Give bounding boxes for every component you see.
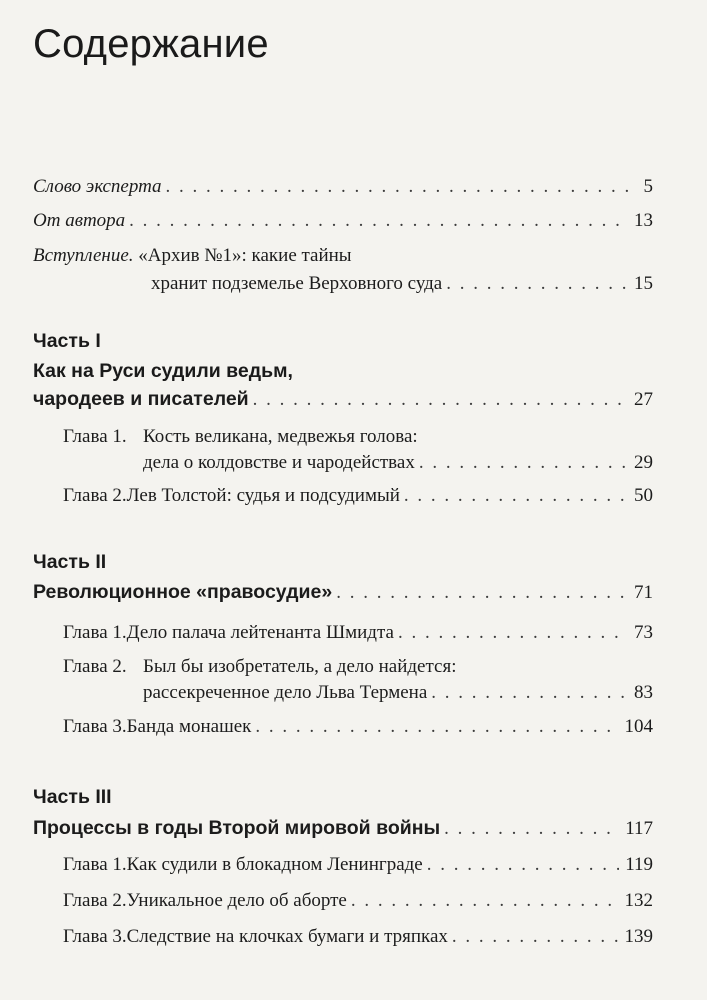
toc-entry-part-2[interactable] — [33, 581, 653, 604]
chapter-prefix: Глава 2. — [63, 656, 127, 677]
chapter-title-line1: Следствие на клочках бумаги и тряпках — [126, 926, 448, 947]
page-number: 104 — [624, 716, 653, 737]
toc-entry-part2-ch3[interactable] — [63, 716, 653, 738]
toc-entry-expert-word[interactable] — [33, 176, 653, 198]
entry-label: Слово эксперта — [33, 176, 162, 197]
chapter-prefix: Глава 2. — [63, 485, 127, 506]
toc-entry-part3-ch1[interactable] — [63, 854, 653, 876]
chapter-title-line1: Дело палача лейтенанта Шмидта — [126, 622, 394, 643]
part-1-label: Часть I — [33, 330, 101, 352]
part-1-title-line2: чародеев и писателей — [33, 388, 249, 410]
dot-leader — [351, 890, 619, 912]
chapter-title-line1: Был бы изобретатель, а дело найдется: — [143, 656, 457, 677]
chapter-title-line1: Уникальное дело об аборте — [126, 890, 347, 911]
page-number: 119 — [625, 854, 653, 875]
dot-leader — [166, 176, 638, 198]
page-number: 15 — [634, 273, 653, 294]
dot-leader — [444, 818, 619, 840]
chapter-prefix: Глава 2. — [63, 890, 127, 911]
toc-entry-part2-ch2-line2[interactable] — [143, 682, 653, 704]
dot-leader — [129, 210, 628, 232]
part-2-title-line1: Революционное «правосудие» — [33, 581, 333, 603]
chapter-prefix: Глава 1. — [63, 622, 127, 643]
chapter-prefix: Глава 3. — [63, 716, 127, 737]
page-number: 29 — [634, 452, 653, 473]
toc-entry-part2-ch2-line1[interactable] — [63, 656, 456, 678]
part-1-title-line1[interactable]: Как на Руси судили ведьм, — [33, 360, 293, 382]
chapter-title-line1: Кость великана, медвежья голова: — [143, 426, 418, 447]
dot-leader — [427, 854, 619, 876]
toc-entry-part3-ch2[interactable] — [63, 890, 653, 912]
dot-leader — [404, 485, 628, 507]
dot-leader — [336, 582, 628, 604]
page-number: 71 — [634, 582, 653, 603]
dot-leader — [446, 273, 628, 295]
toc-entry-intro-line2[interactable] — [151, 273, 653, 295]
intro-prefix: Вступление. — [33, 245, 134, 266]
page-number: 13 — [634, 210, 653, 231]
toc-entry-part-3[interactable] — [33, 817, 653, 840]
part-3-title-line1: Процессы в годы Второй мировой войны — [33, 817, 441, 839]
toc-entry-part-1[interactable] — [33, 388, 653, 411]
dot-leader — [452, 926, 619, 948]
chapter-title-line2: рассекреченное дело Льва Термена — [143, 682, 428, 703]
page-number: 5 — [643, 176, 653, 197]
toc-entry-intro-line1[interactable] — [33, 245, 352, 267]
dot-leader — [253, 389, 628, 411]
toc-entry-part1-ch2[interactable] — [63, 485, 653, 507]
chapter-title-line1: Банда монашек — [126, 716, 252, 737]
dot-leader — [255, 716, 618, 738]
chapter-prefix: Глава 3. — [63, 926, 127, 947]
entry-label: От автора — [33, 210, 126, 231]
page-number: 27 — [634, 389, 653, 410]
toc-entry-part3-ch3[interactable] — [63, 926, 653, 948]
toc-entry-from-author[interactable] — [33, 210, 653, 232]
intro-title-line2: хранит подземелье Верховного суда — [151, 273, 443, 294]
page-number: 83 — [634, 682, 653, 703]
page-number: 132 — [624, 890, 653, 911]
dot-leader — [431, 682, 628, 704]
toc-entry-part1-ch1-line2[interactable] — [143, 452, 653, 474]
chapter-prefix: Глава 1. — [63, 426, 127, 447]
page-number: 73 — [634, 622, 653, 643]
part-3-label: Часть III — [33, 786, 112, 808]
chapter-prefix: Глава 1. — [63, 854, 127, 875]
chapter-title-line1: Лев Толстой: судья и подсудимый — [126, 485, 400, 506]
chapter-title-line1: Как судили в блокадном Ленинграде — [126, 854, 423, 875]
toc-entry-part2-ch1[interactable] — [63, 622, 653, 644]
intro-title-line1: «Архив №1»: какие тайны — [138, 245, 352, 266]
page-number: 139 — [624, 926, 653, 947]
page-number: 117 — [625, 818, 653, 839]
dot-leader — [419, 452, 628, 474]
page-number: 50 — [634, 485, 653, 506]
dot-leader — [398, 622, 628, 644]
part-2-label: Часть II — [33, 551, 107, 573]
toc-entry-part1-ch1-line1[interactable] — [63, 426, 418, 448]
chapter-title-line2: дела о колдовстве и чародействах — [143, 452, 415, 473]
page-title: Содержание — [33, 22, 269, 66]
